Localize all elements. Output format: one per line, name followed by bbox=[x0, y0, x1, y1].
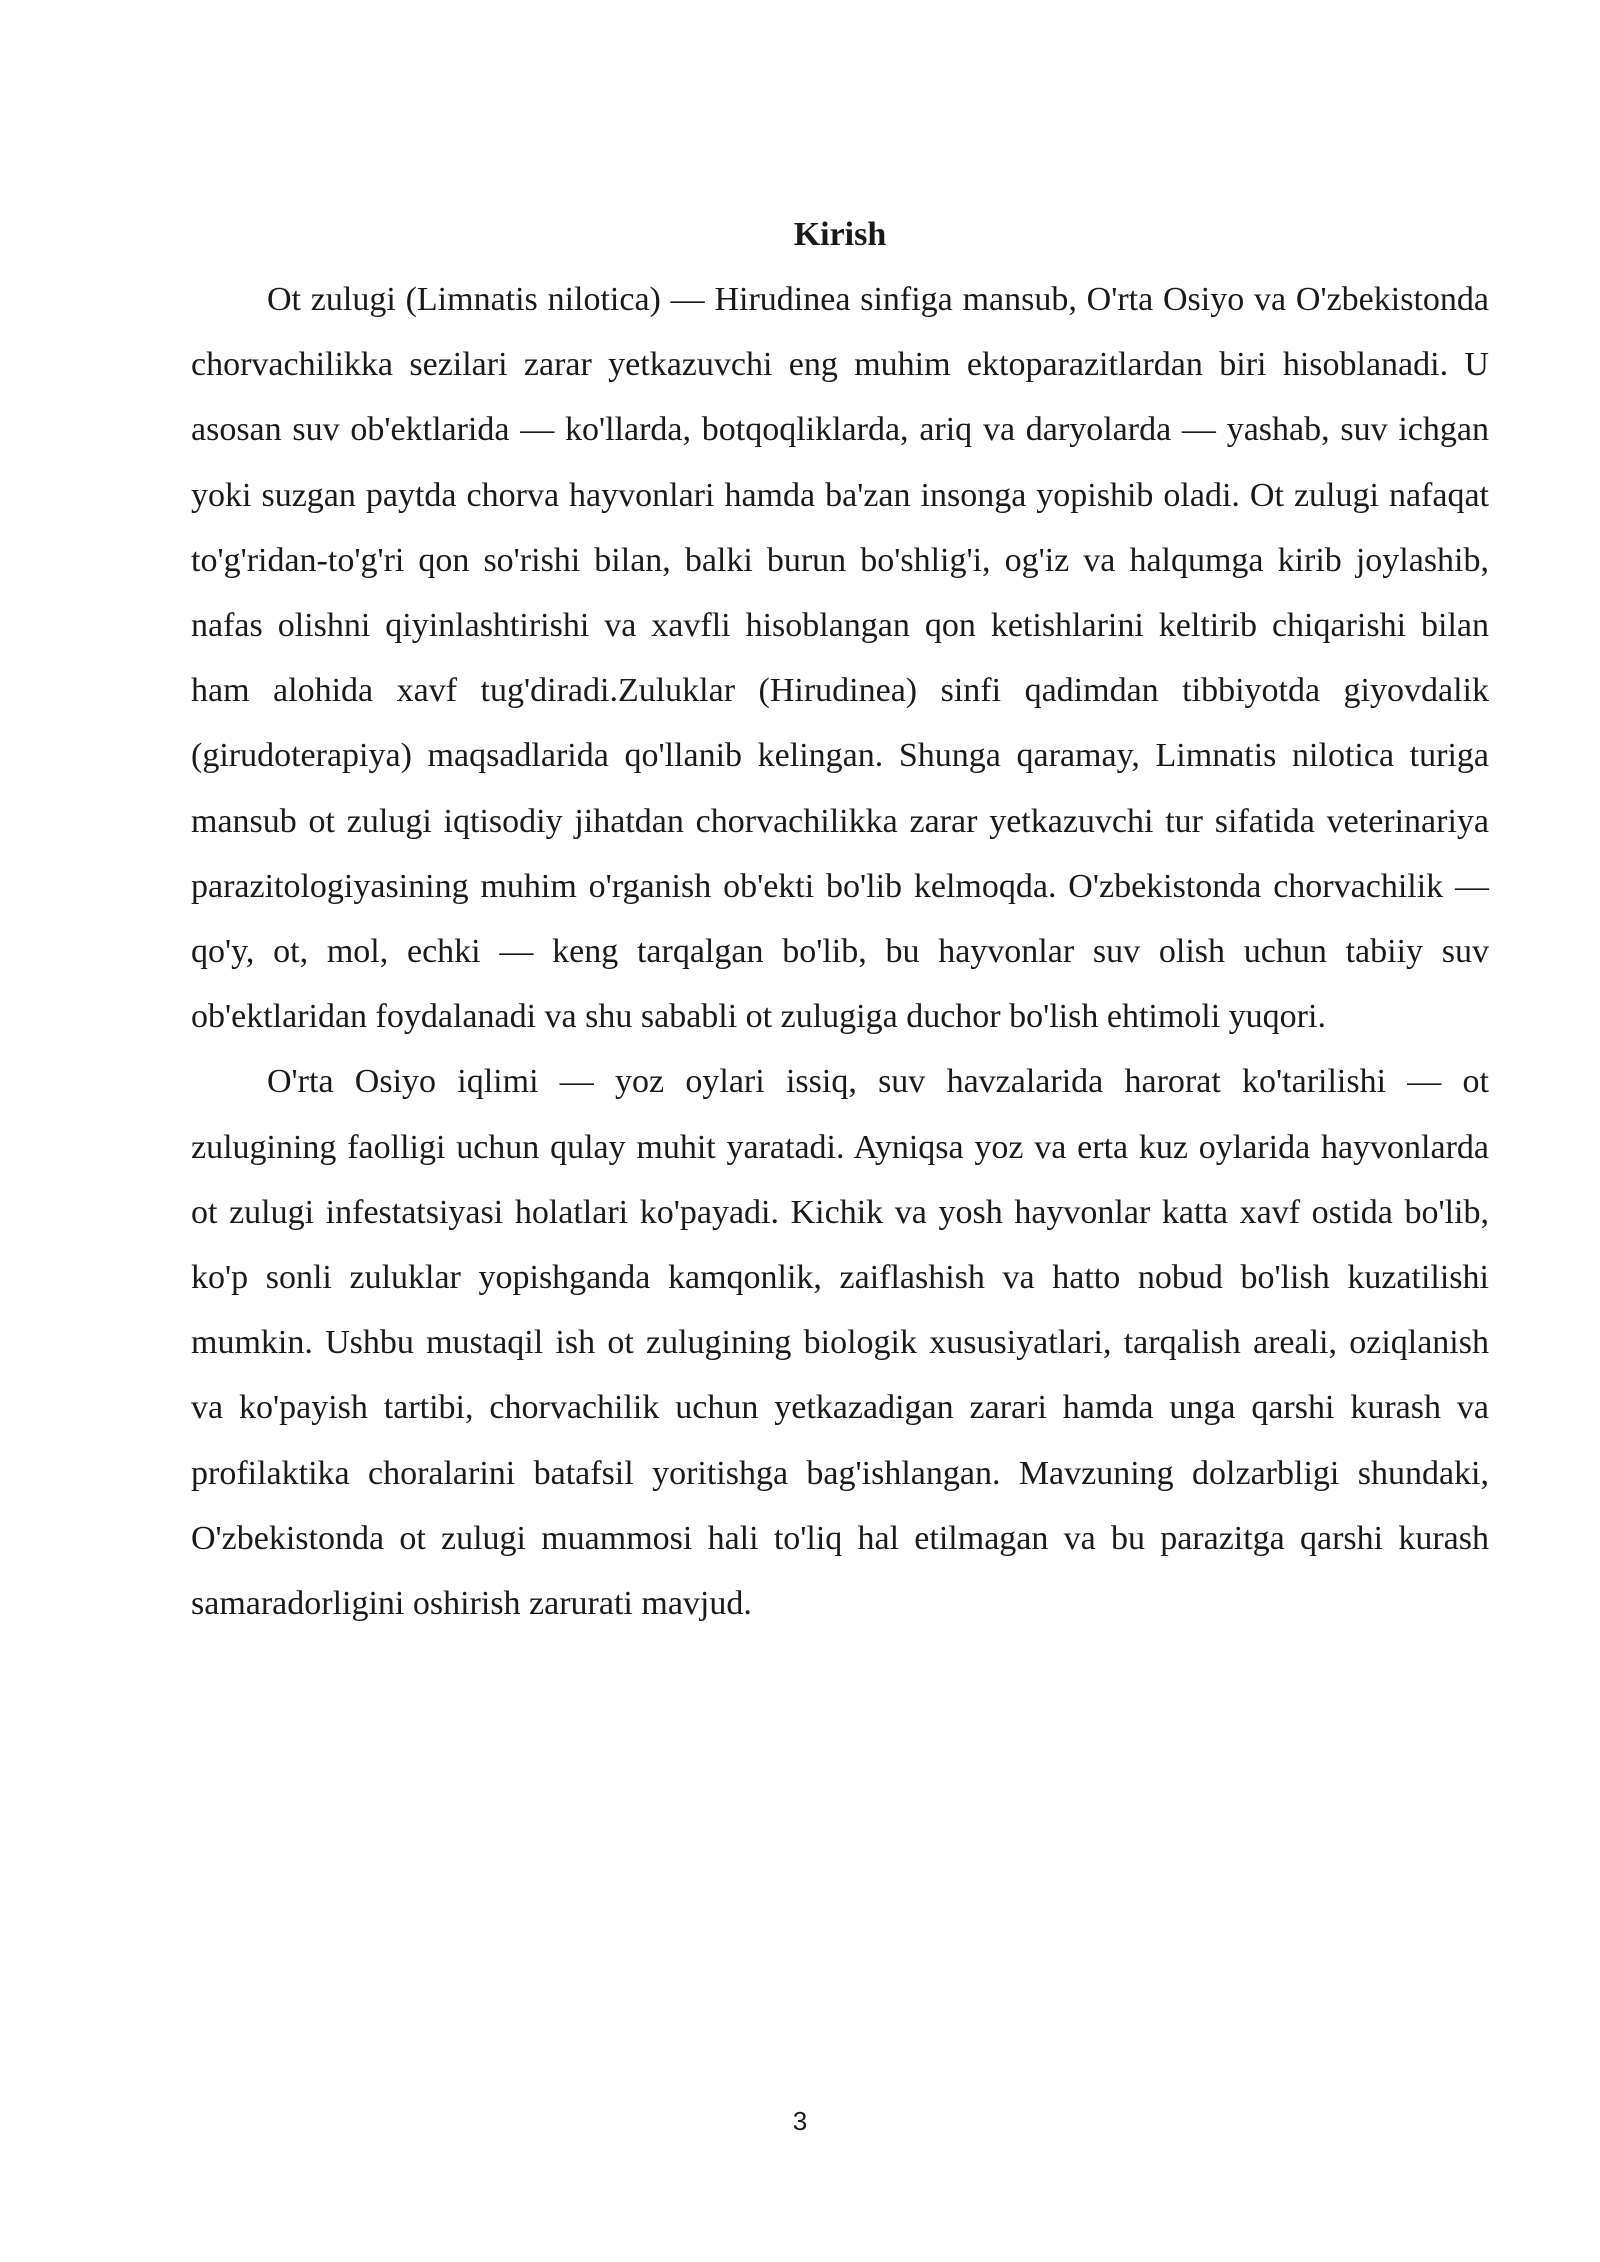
section-heading: Kirish bbox=[793, 216, 887, 253]
page-content bbox=[191, 205, 1489, 1636]
body-paragraph-2: O'rta Osiyo iqlimi — yoz oylari issiq, suv havzalarida harorat ko'tarilishi — ot zulugining faolligi uchun qulay muhit yaratadi. Ayniqsa yoz va erta kuz oylarida hayvonlarda ot zulugi infestatsiyasi holatlari ko'payadi. Kichik va yosh hayvonlar katta xavf ostida bo'lib, ko'p sonli zuluklar yopishganda kamqonlik, zaiflashish va hatto nobud bo'lish kuzatilishi mumkin. Ushbu mustaqil ish ot zulugining biologik xususiyatlari, tarqalish areali, oziqlanish va ko'payish tartibi, chorvachilik uchun yetkazadigan zarari hamda unga qarshi kurash va profilaktika choralarini batafsil yoritishga bag'ishlangan. Mavzuning dolzarbligi shundaki, O'zbekistonda ot zulugi muammosi hali to'liq hal etilmagan va bu parazitga qarshi kurash samaradorligini oshirish zarurati mavjud. bbox=[191, 1063, 1489, 1623]
body-paragraph-1: Ot zulugi (Limnatis nilotica) — Hirudinea sinfiga mansub, O'rta Osiyo va O'zbekistonda chorvachilikka sezilari zarar yetkazuvchi eng muhim ektoparazitlardan biri hisoblanadi. U asosan suv ob'ektlarida — ko'llarda, botqoqliklarda, ariq va daryolarda — yashab, suv ichgan yoki suzgan paytda chorva hayvonlari hamda ba'zan insonga yopishib oladi. Ot zulugi nafaqat to'g'ridan-to'g'ri qon so'rishi bilan, balki burun bo'shlig'i, og'iz va halqumga kirib joylashib, nafas olishni qiyinlashtirishi va xavfli hisoblangan qon ketishlarini keltirib chiqarishi bilan ham alohida xavf tug'diradi.Zuluklar (Hirudinea) sinfi qadimdan tibbiyotda giyovdalik (girudoterapiya) maqsadlarida qo'llanib kelingan. Shunga qaramay, Limnatis nilotica turiga mansub ot zulugi iqtisodiy jihatdan chorvachilikka zarar yetkazuvchi tur sifatida veterinariya parazitologiyasining muhim o'rganish ob'ekti bo'lib kelmoqda. O'zbekistonda chorvachilik — qo'y, ot, mol, echki — keng tarqalgan bo'lib, bu hayvonlar suv olish uchun tabiiy suv ob'ektlaridan foydalanadi va shu sababli ot zulugiga duchor bo'lish ehtimoli yuqori. bbox=[191, 281, 1489, 1036]
page-number: 3 bbox=[792, 2106, 808, 2136]
